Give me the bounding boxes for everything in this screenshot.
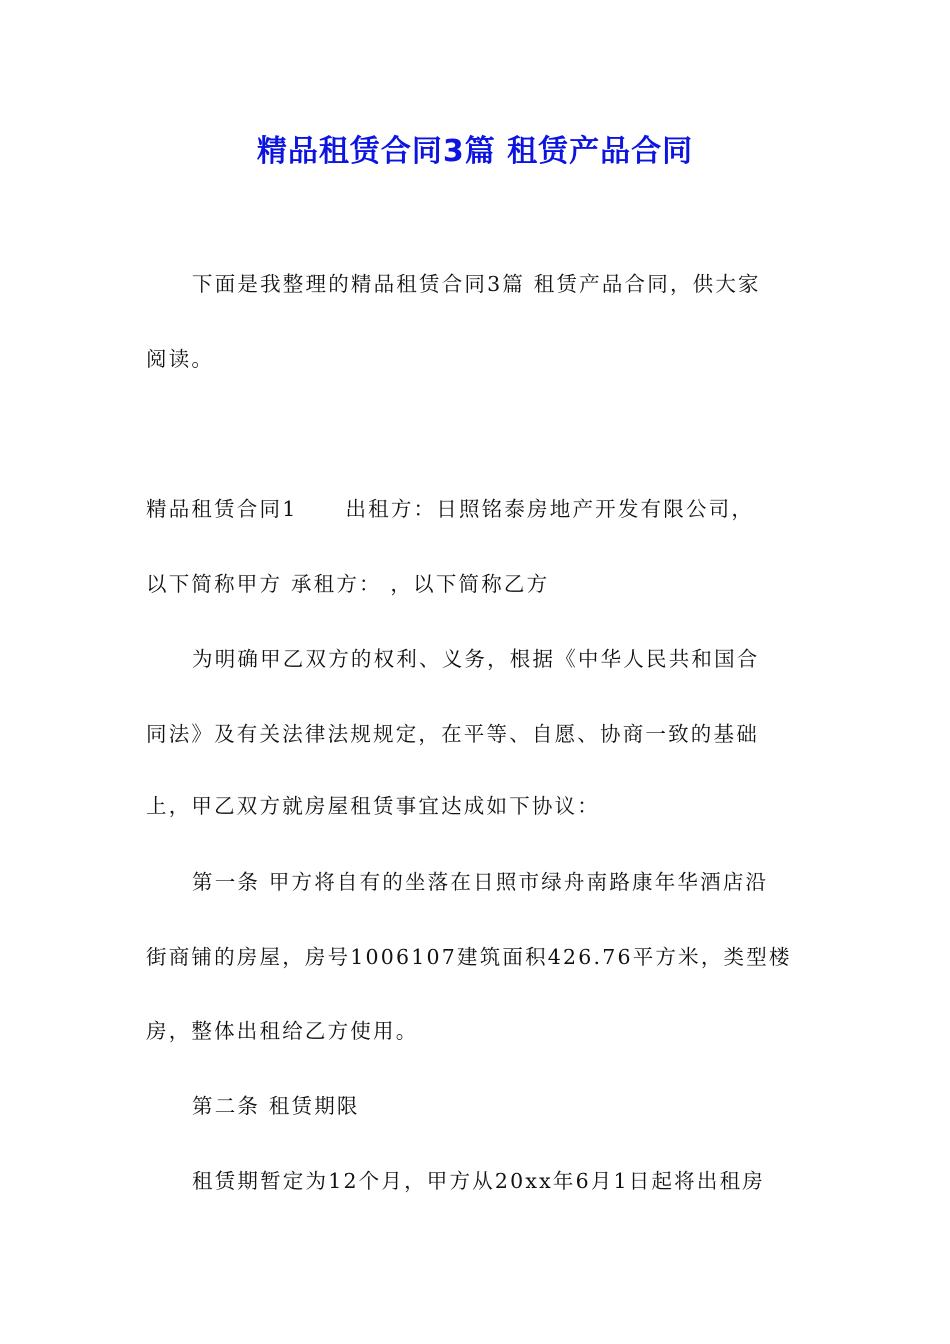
paragraph-line-contract-heading xyxy=(146,489,806,529)
paragraph-line: 房，整体出租给乙方使用。 xyxy=(146,1019,419,1043)
paragraph-line: 同法》及有关法律法规规定，在平等、自愿、协商一致的基础 xyxy=(146,722,759,746)
paragraph-line: 第一条 甲方将自有的坐落在日照市绿舟南路康年华酒店沿 xyxy=(192,870,769,894)
paragraph-line: 阅读。 xyxy=(146,347,215,371)
section-heading: 第二条 租赁期限 xyxy=(192,1094,360,1118)
paragraph-line: 街商铺的房屋，房号1006107建筑面积426.76平方米，类型楼 xyxy=(146,945,792,969)
lessor-text: 出租方：日照铭泰房地产开发有限公司， xyxy=(345,497,755,521)
paragraph-line: 以下简称甲方 承租方： ，以下简称乙方 xyxy=(146,572,550,596)
document-title: 精品租赁合同3篇 租赁产品合同 xyxy=(256,134,694,169)
paragraph-line: 租赁期暂定为12个月，甲方从20xx年6月1日起将出租房 xyxy=(192,1169,765,1193)
paragraph-line: 上，甲乙双方就房屋租赁事宜达成如下协议： xyxy=(146,794,600,818)
contract-heading: 精品租赁合同1 xyxy=(146,497,298,521)
paragraph-line: 为明确甲乙双方的权利、义务，根据《中华人民共和国合 xyxy=(192,647,760,671)
paragraph-line: 下面是我整理的精品租赁合同3篇 租赁产品合同，供大家 xyxy=(192,272,761,296)
